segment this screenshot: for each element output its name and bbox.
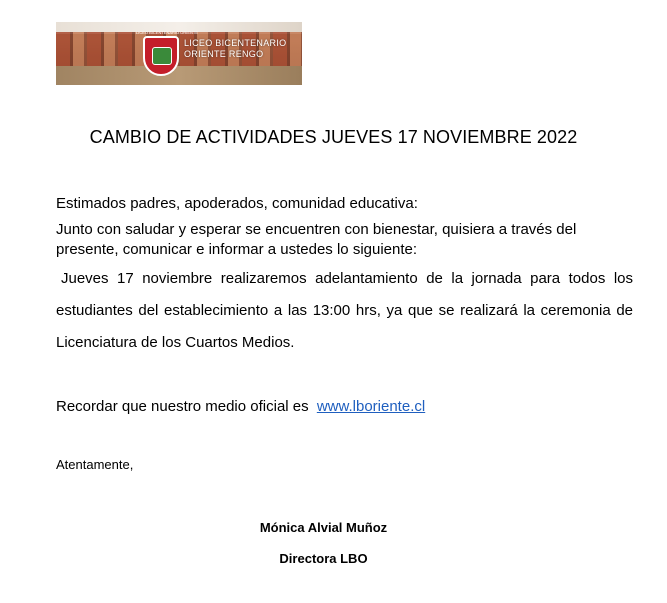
- reminder-paragraph: [56, 397, 633, 417]
- logo-text-line1: LICEO BICENTENARIO: [184, 38, 287, 48]
- intro-paragraph: Junto con saludar y esperar se encuentren con bienestar, quisiera a través del presente, comunicar e informar a ustedes lo siguiente:: [56, 221, 577, 258]
- banner-ground: [56, 66, 302, 85]
- reminder-text: Recordar que nuestro medio oficial es: [56, 398, 309, 415]
- shield-emblem-icon: [152, 47, 172, 65]
- logo-text-line2: ORIENTE RENGO: [184, 49, 264, 59]
- school-banner-logo: [56, 22, 302, 85]
- official-website-link[interactable]: www.lboriente.cl: [316, 398, 426, 415]
- school-name-logo-text: [184, 38, 286, 60]
- closing-salutation: Atentamente,: [56, 457, 134, 472]
- main-announcement-paragraph: [56, 263, 633, 359]
- signer-name: Mónica Alvial Muñoz: [259, 520, 388, 535]
- announcement-text: Jueves 17 noviembre realizaremos adelantamiento de la jornada para todos los estudiantes del establecimiento a las 13:00 hrs, ya que se realizará la ceremonia de Licenciatura de los Cuartos Medios.: [56, 270, 633, 351]
- greeting-paragraph: Estimados padres, apoderados, comunidad educativa:: [56, 195, 418, 212]
- school-shield-icon: [143, 36, 179, 76]
- document-title: CAMBIO DE ACTIVIDADES JUEVES 17 NOVIEMBRE 2022: [89, 127, 578, 147]
- signer-role: Directora LBO: [279, 551, 368, 566]
- shield-label: LICEO BICENTENARIO ORIENTE: [136, 30, 199, 35]
